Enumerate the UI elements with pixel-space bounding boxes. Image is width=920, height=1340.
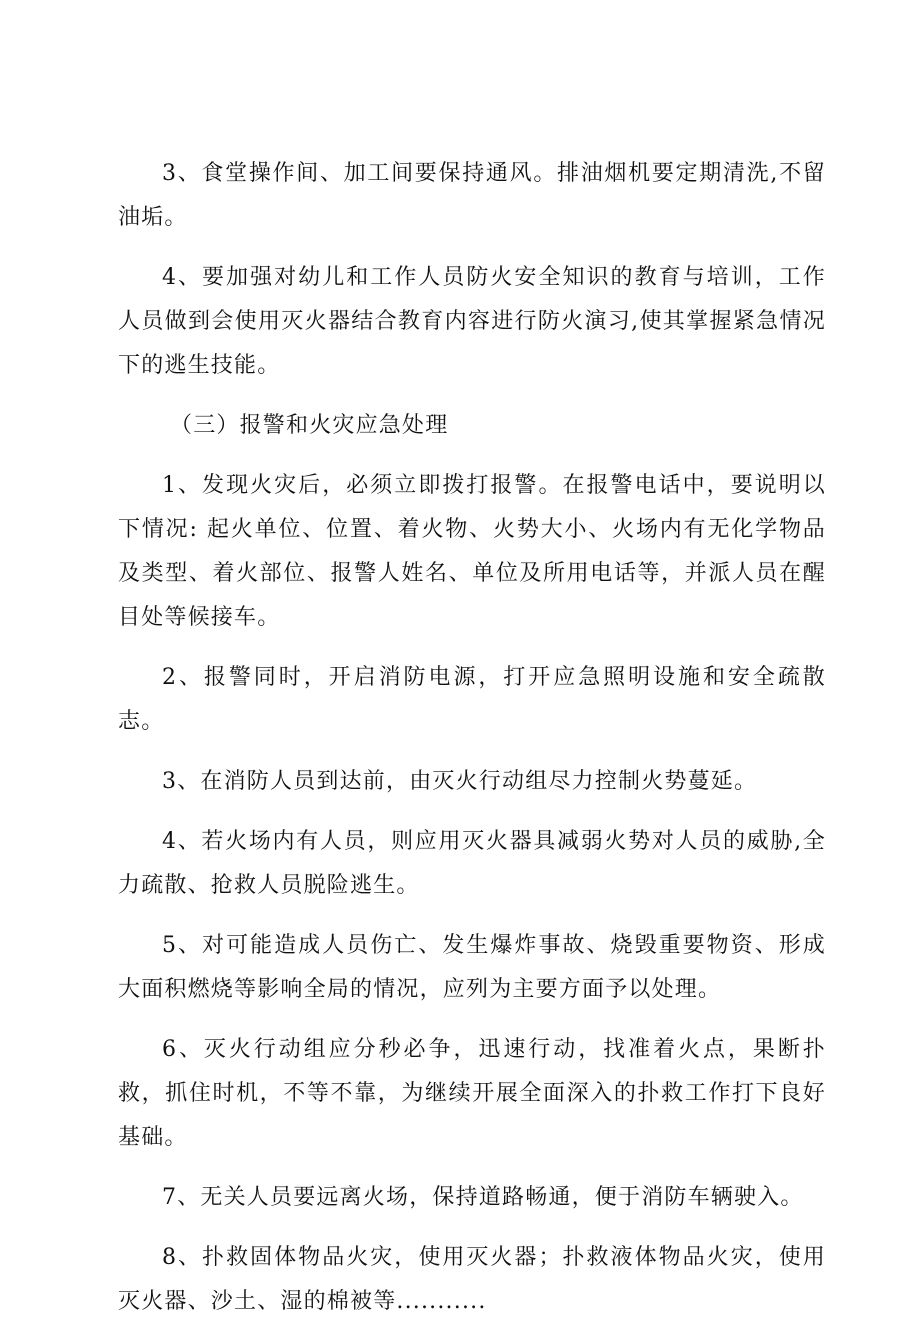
paragraph-fire-safety-training: 4、要加强对幼儿和工作人员防火安全知识的教育与培训，工作人员做到会使用灭火器结合教育内容进行防火演习,使其掌握紧急情况下的逃生技能。 (118, 265, 826, 378)
paragraph-evacuate-people: 4、若火场内有人员，则应用灭火器具减弱火势对人员的威胁,全力疏散、抢救人员脱险逃生。 (118, 829, 826, 898)
paragraph-extinguishing-methods: 8、扑救固体物品火灾，使用灭火器；扑救液体物品火灾，使用灭火器、沙土、湿的棉被等........... (118, 1245, 826, 1314)
section-heading-alarm-emergency: （三）报警和火灾应急处理 (170, 413, 449, 438)
document-body (118, 152, 826, 1340)
paragraph-control-fire-spread: 3、在消防人员到达前，由灭火行动组尽力控制火势蔓延。 (162, 769, 758, 794)
paragraph-emergency-power: 2、报警同时，开启消防电源，打开应急照明设施和安全疏散志。 (118, 665, 826, 734)
paragraph-report-fire: 1、发现火灾后，必须立即拨打报警。在报警电话中，要说明以下情况: 起火单位、位置、着火物、火势大小、火场内有无化学物品及类型、着火部位、报警人姓名、单位及所用电话等，并派人员在醒目处等候接车。 (118, 473, 826, 630)
paragraph-prioritize-situations: 5、对可能造成人员伤亡、发生爆炸事故、烧毁重要物资、形成大面积燃烧等影响全局的情况，应列为主要方面予以处理。 (118, 933, 826, 1002)
paragraph-keep-roads-clear: 7、无关人员要远离火场，保持道路畅通，便于消防车辆驶入。 (162, 1185, 804, 1210)
paragraph-canteen-ventilation: 3、食堂操作间、加工间要保持通风。排油烟机要定期清洗,不留油垢。 (118, 161, 826, 230)
paragraph-firefighting-action: 6、灭火行动组应分秒必争，迅速行动，找准着火点，果断扑救，抓住时机，不等不靠，为继续开展全面深入的扑救工作打下良好基础。 (118, 1037, 826, 1150)
